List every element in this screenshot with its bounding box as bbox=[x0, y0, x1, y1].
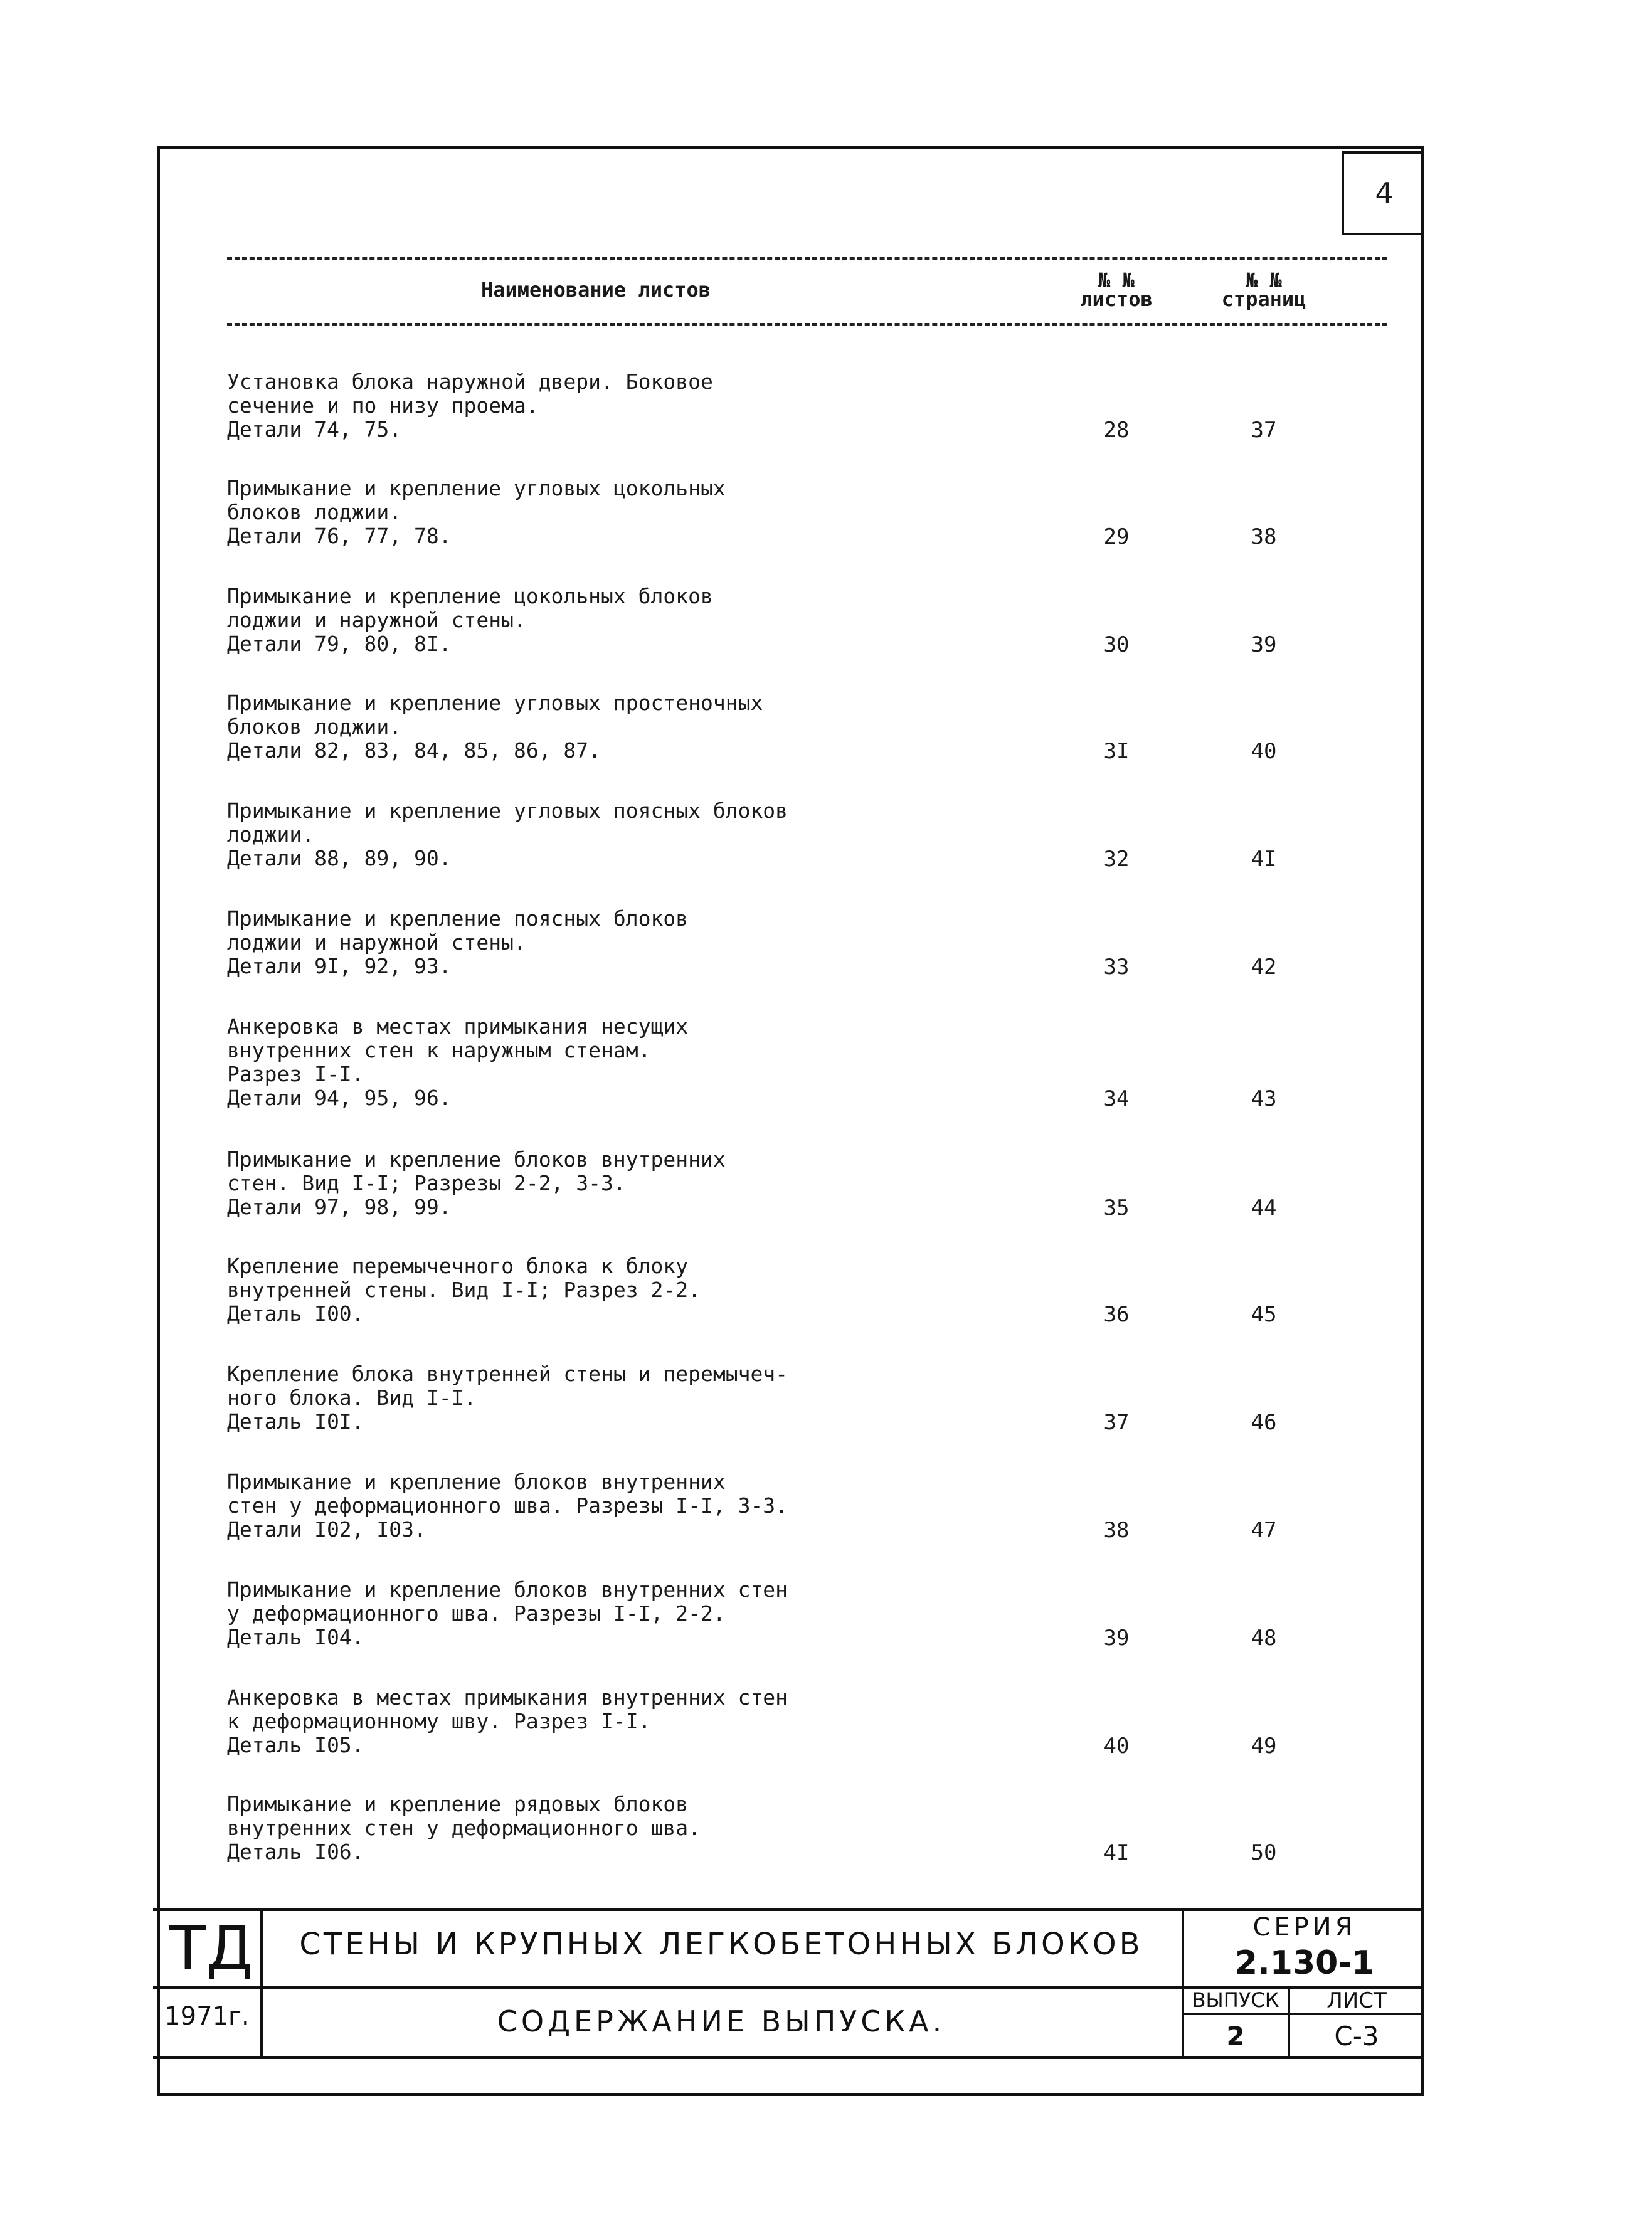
organization-logo: ТД bbox=[169, 1913, 253, 1984]
entry-line: Деталь I0I. bbox=[227, 1409, 364, 1434]
entry-line: Детали 9I, 92, 93. bbox=[227, 954, 452, 978]
entry-page-number: 43 bbox=[1251, 1086, 1277, 1111]
contents-entry bbox=[227, 1792, 1143, 1864]
entry-sheet-number: 32 bbox=[1103, 847, 1130, 872]
series-label: СЕРИЯ bbox=[1252, 1913, 1357, 1942]
entry-line: Деталь I05. bbox=[227, 1733, 364, 1757]
entry-line: внутренних стен у деформационного шва. bbox=[227, 1816, 701, 1840]
entry-line: Анкеровка в местах примыкания внутренних стен bbox=[227, 1685, 788, 1710]
entry-page-number: 49 bbox=[1251, 1734, 1277, 1759]
entry-sheet-number: 34 bbox=[1103, 1086, 1130, 1111]
entry-line: Детали 74, 75. bbox=[227, 417, 402, 442]
entry-page-number: 38 bbox=[1251, 524, 1277, 549]
entry-line: у деформационного шва. Разрезы I-I, 2-2. bbox=[227, 1601, 726, 1626]
entry-line: Крепление блока внутренней стены и перемычеч- bbox=[227, 1362, 788, 1386]
entry-line: Примыкание и крепление рядовых блоков bbox=[227, 1792, 689, 1816]
entry-line: Примыкание и крепление угловых простеночных bbox=[227, 691, 763, 715]
entry-page-number: 40 bbox=[1251, 739, 1277, 764]
header-sheets-symbol: № № bbox=[1098, 268, 1135, 292]
page-number: 4 bbox=[1375, 176, 1394, 210]
entry-line: Деталь I00. bbox=[227, 1301, 364, 1326]
header-pages-column bbox=[1214, 268, 1314, 311]
sheet-label: ЛИСТ bbox=[1326, 1988, 1387, 2013]
entry-sheet-number: 28 bbox=[1103, 418, 1130, 443]
entry-line: Примыкание и крепление цокольных блоков bbox=[227, 584, 713, 608]
contents-entry bbox=[227, 370, 1143, 442]
document-title: СТЕНЫ И КРУПНЫХ ЛЕГКОБЕТОННЫХ БЛОКОВ bbox=[299, 1927, 1143, 1962]
title-block-issue-rule bbox=[1182, 2013, 1424, 2015]
entry-line: Детали 79, 80, 8I. bbox=[227, 632, 452, 656]
entry-line: Примыкание и крепление блоков внутренних bbox=[227, 1469, 726, 1494]
entry-line: Детали 82, 83, 84, 85, 86, 87. bbox=[227, 738, 601, 763]
document-subtitle: СОДЕРЖАНИЕ ВЫПУСКА. bbox=[497, 2004, 946, 2038]
entry-line: блоков лоджии. bbox=[227, 500, 402, 524]
entry-page-number: 37 bbox=[1251, 418, 1277, 443]
contents-entry bbox=[227, 477, 1143, 548]
entry-page-number: 39 bbox=[1251, 632, 1277, 657]
entry-page-number: 48 bbox=[1251, 1626, 1277, 1651]
contents-entry bbox=[227, 585, 1143, 656]
title-block-left-divider bbox=[260, 1908, 263, 2056]
entry-line: Примыкание и крепление поясных блоков bbox=[227, 906, 689, 931]
entry-line: стен. Вид I-I; Разрезы 2-2, 3-3. bbox=[227, 1171, 626, 1195]
title-block-bottom-rule bbox=[153, 2056, 1424, 2059]
contents-entry bbox=[227, 691, 1143, 763]
contents-entry bbox=[227, 1148, 1143, 1219]
entry-sheet-number: 30 bbox=[1103, 632, 1130, 657]
entry-page-number: 44 bbox=[1251, 1195, 1277, 1220]
entry-line: внутренних стен к наружным стенам. bbox=[227, 1038, 651, 1062]
entry-line: Деталь I06. bbox=[227, 1839, 364, 1864]
entry-line: Крепление перемычечного блока к блоку bbox=[227, 1254, 689, 1278]
entry-line: Деталь I04. bbox=[227, 1625, 364, 1649]
entry-line: Детали 76, 77, 78. bbox=[227, 524, 452, 548]
entry-line: Примыкание и крепление блоков внутренних bbox=[227, 1147, 726, 1172]
entry-sheet-number: 35 bbox=[1103, 1195, 1130, 1220]
entry-line: Детали 97, 98, 99. bbox=[227, 1195, 452, 1219]
entry-line: блоков лоджии. bbox=[227, 714, 402, 739]
entry-sheet-number: 39 bbox=[1103, 1626, 1130, 1651]
entry-page-number: 50 bbox=[1251, 1840, 1277, 1865]
entry-line: лоджии. bbox=[227, 822, 315, 847]
contents-entry bbox=[227, 1578, 1143, 1649]
contents-entry bbox=[227, 907, 1143, 978]
issue-label: ВЫПУСК bbox=[1192, 1988, 1279, 2012]
title-block-top-rule bbox=[153, 1908, 1424, 1911]
page-number-box bbox=[1342, 151, 1424, 235]
entry-sheet-number: 40 bbox=[1103, 1734, 1130, 1759]
contents-entry bbox=[227, 1686, 1143, 1757]
entry-line: лоджии и наружной стены. bbox=[227, 930, 526, 955]
entry-sheet-number: 3I bbox=[1103, 739, 1130, 764]
contents-entry bbox=[227, 799, 1143, 871]
entry-sheet-number: 37 bbox=[1103, 1410, 1130, 1435]
header-bottom-dashed-rule bbox=[227, 323, 1387, 326]
header-name-column: Наименование листов bbox=[480, 278, 711, 302]
entry-line: внутренней стены. Вид I-I; Разрез 2-2. bbox=[227, 1278, 701, 1302]
contents-entry bbox=[227, 1015, 1143, 1110]
entry-line: Примыкание и крепление угловых поясных блоков bbox=[227, 798, 788, 823]
entry-sheet-number: 38 bbox=[1103, 1518, 1130, 1543]
entry-page-number: 46 bbox=[1251, 1410, 1277, 1435]
entry-line: ного блока. Вид I-I. bbox=[227, 1385, 477, 1410]
header-sheets-column bbox=[1066, 268, 1167, 311]
entry-sheet-number: 4I bbox=[1103, 1840, 1130, 1865]
entry-line: стен у деформационного шва. Разрезы I-I, 3-3. bbox=[227, 1493, 788, 1518]
entry-line: Установка блока наружной двери. Боковое bbox=[227, 369, 713, 394]
contents-entry bbox=[227, 1254, 1143, 1326]
year-label: 1971г. bbox=[164, 2002, 250, 2031]
entry-line: лоджии и наружной стены. bbox=[227, 608, 526, 632]
header-pages-symbol: № № bbox=[1246, 268, 1282, 292]
entry-sheet-number: 33 bbox=[1103, 955, 1130, 980]
entry-line: Примыкание и крепление блоков внутренних стен bbox=[227, 1577, 788, 1602]
series-value: 2.130-1 bbox=[1234, 1944, 1375, 1982]
entry-line: Анкеровка в местах примыкания несущих bbox=[227, 1014, 689, 1039]
entry-line: Детали I02, I03. bbox=[227, 1517, 426, 1542]
entry-line: Разрез I-I. bbox=[227, 1062, 364, 1086]
entry-page-number: 42 bbox=[1251, 955, 1277, 980]
entry-line: к деформационному шву. Разрез I-I. bbox=[227, 1709, 651, 1734]
entry-line: Детали 88, 89, 90. bbox=[227, 846, 452, 871]
header-top-dashed-rule bbox=[227, 257, 1387, 260]
entry-page-number: 47 bbox=[1251, 1518, 1277, 1543]
header-pages-label: страниц bbox=[1221, 287, 1306, 311]
entry-page-number: 4I bbox=[1251, 847, 1277, 872]
entry-page-number: 45 bbox=[1251, 1302, 1277, 1327]
sheet-value: С-3 bbox=[1334, 2021, 1379, 2051]
entry-sheet-number: 29 bbox=[1103, 524, 1130, 549]
contents-entry bbox=[227, 1470, 1143, 1542]
entry-line: Детали 94, 95, 96. bbox=[227, 1086, 452, 1110]
entry-line: Примыкание и крепление угловых цокольных bbox=[227, 476, 726, 500]
header-sheets-label: листов bbox=[1080, 287, 1153, 311]
issue-value: 2 bbox=[1226, 2021, 1245, 2051]
contents-entry bbox=[227, 1362, 1143, 1434]
entry-line: сечение и по низу проема. bbox=[227, 393, 539, 418]
entry-sheet-number: 36 bbox=[1103, 1302, 1130, 1327]
